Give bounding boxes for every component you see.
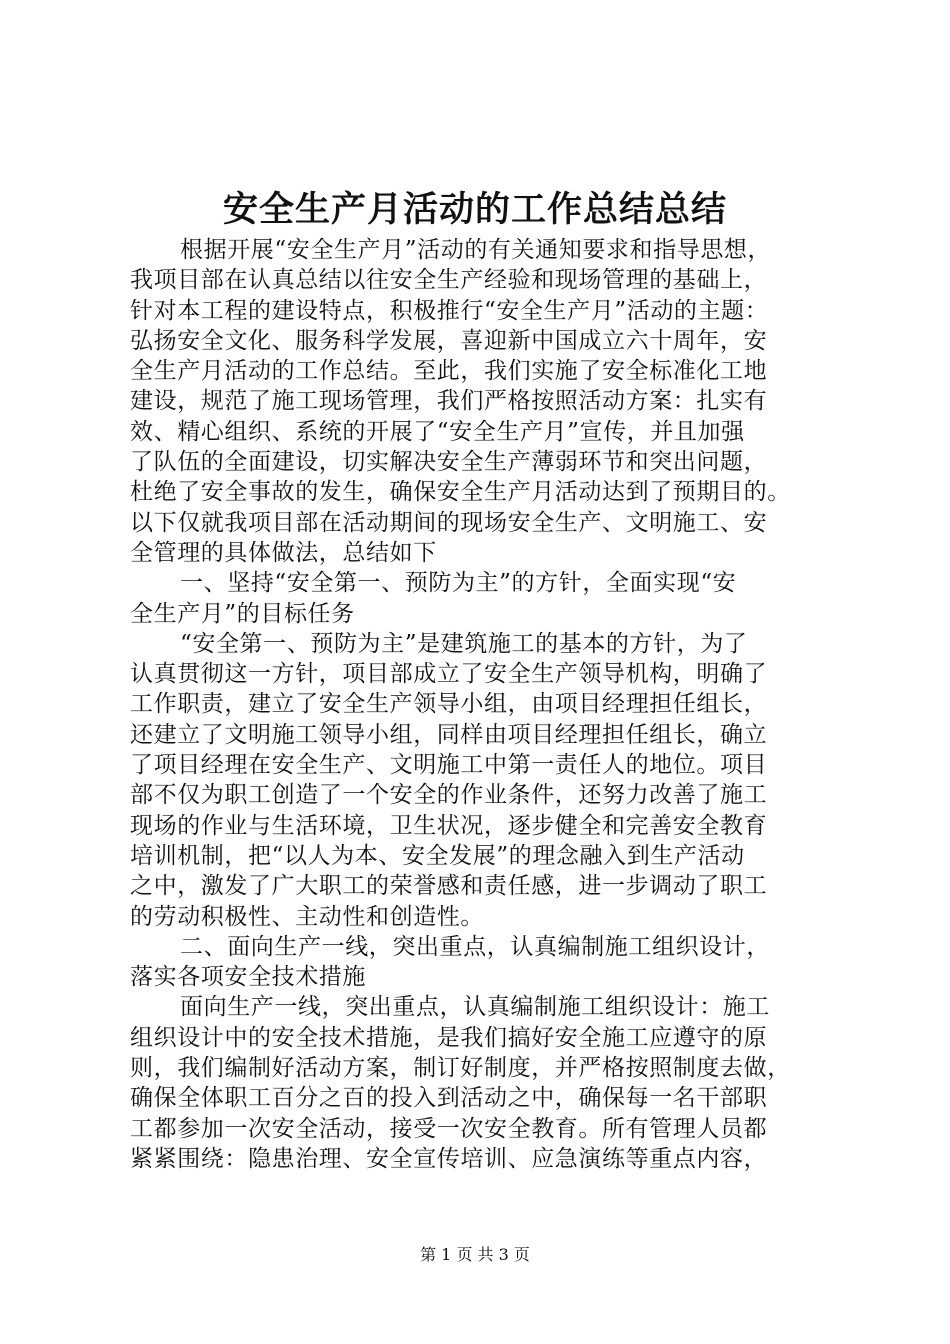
section-heading-line: 一、坚持“安全第一、预防为主”的方针，全面实现“安 (180, 570, 737, 597)
text-line: 我项目部在认真总结以往安全生产经验和现场管理的基础上， (130, 267, 768, 294)
text-line: 以下仅就我项目部在活动期间的现场安全生产、文明施工、安 (130, 509, 768, 536)
text-line: 培训机制，把“以人为本、安全发展”的理念融入到生产活动 (130, 842, 745, 869)
text-line: 现场的作业与生活环境，卫生状况，逐步健全和完善安全教育 (130, 812, 768, 839)
text-line: 针对本工程的建设特点，积极推行“安全生产月”活动的主题： (130, 297, 769, 324)
text-line: 杜绝了安全事故的发生，确保安全生产月活动达到了预期目的。 (130, 479, 791, 506)
text-line: 根据开展“安全生产月”活动的有关通知要求和指导思想， (180, 237, 772, 263)
text-line: 的劳动积极性、主动性和创造性。 (130, 903, 484, 930)
section-heading-line: 全生产月”的目标任务 (130, 600, 355, 627)
text-line: 确保全体职工百分之百的投入到活动之中，确保每一名干部职 (130, 1085, 768, 1112)
text-line: 部不仅为职工创造了一个安全的作业条件，还努力改善了施工 (130, 782, 768, 809)
page-number-footer: 第 1 页 共 3 页 (420, 1245, 530, 1264)
document-body (130, 235, 870, 1174)
text-line: 认真贯彻这一方针，项目部成立了安全生产领导机构，明确了 (130, 661, 768, 688)
text-line: 效、精心组织、系统的开展了“安全生产月”宣传，并且加强 (130, 418, 745, 445)
text-line: 则，我们编制好活动方案，制订好制度，并严格按照制度去做， (130, 1055, 791, 1082)
text-line: 建设，规范了施工现场管理，我们严格按照活动方案：扎实有 (130, 388, 768, 415)
text-line: 了项目经理在安全生产、文明施工中第一责任人的地位。项目 (130, 752, 768, 779)
section-heading-line: 落实各项安全技术措施 (130, 964, 366, 991)
text-line: 工都参加一次安全活动，接受一次安全教育。所有管理人员都 (130, 1115, 768, 1142)
text-line: “安全第一、预防为主”是建筑施工的基本的方针，为了 (180, 630, 748, 657)
text-line: 全管理的具体做法，总结如下 (130, 539, 437, 566)
section-heading-line: 二、面向生产一线，突出重点，认真编制施工组织设计， (180, 933, 770, 960)
text-line: 全生产月活动的工作总结。至此，我们实施了安全标准化工地 (130, 358, 768, 385)
text-line: 之中，激发了广大职工的荣誉感和责任感，进一步调动了职工 (130, 873, 768, 900)
text-line: 还建立了文明施工领导小组，同样由项目经理担任组长，确立 (130, 721, 768, 748)
text-line: 了队伍的全面建设，切实解决安全生产薄弱环节和突出问题， (130, 449, 768, 476)
text-line: 组织设计中的安全技术措施，是我们搞好安全施工应遵守的原 (130, 1024, 768, 1051)
text-line: 工作职责，建立了安全生产领导小组，由项目经理担任组长， (130, 691, 768, 718)
text-line: 面向生产一线，突出重点，认真编制施工组织设计：施工 (180, 994, 770, 1021)
text-line: 弘扬安全文化、服务科学发展，喜迎新中国成立六十周年，安 (130, 327, 768, 354)
document-title: 安全生产月活动的工作总结总结 (222, 189, 727, 230)
text-line: 紧紧围绕：隐患治理、安全宣传培训、应急演练等重点内容， (130, 1145, 768, 1172)
